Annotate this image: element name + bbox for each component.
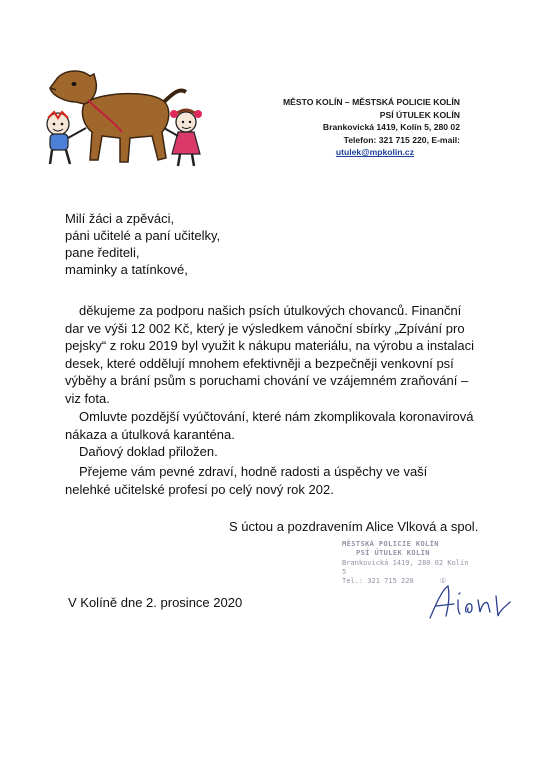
- letterhead-phone: Telefon: 321 715 220, E-mail:: [343, 134, 460, 145]
- paragraph-donation-text: děkujeme za podporu našich psích útulkových chovanců. Finanční dar ve výši 12 002 Kč, který je výsledkem vánoční sbírky „Zpívání pro pejsky“ z roku 2019 byl využit k nákupu materiálu, na výrobu a instalaci desek, které oddělují mnohem efektivněji a bezpečněji venkovní psí výběhy a brání psům s poruchami chování ve vzájemném zraňování – viz fota.: [65, 303, 474, 406]
- dog-head: [50, 71, 96, 104]
- email-link[interactable]: utulek@mpkolin.cz: [335, 147, 414, 158]
- signoff: S úctou a pozdravením Alice Vlková a spol.: [229, 519, 479, 534]
- letterhead-line1: MĚSTO KOLÍN – MĚSTSKÁ POLICIE KOLÍN: [283, 97, 460, 107]
- stamp-phone: Tel.: 321 715 220 ①: [342, 577, 447, 586]
- stamp-address: Brankovická 1419, 280 02 Kolín 5: [342, 558, 469, 576]
- stamp-number: ①: [439, 577, 447, 586]
- stamp-line1: MĚSTSKÁ POLICIE KOLÍN: [342, 540, 439, 548]
- salutation-line: pane řediteli,: [65, 245, 140, 260]
- salutation-line: maminky a tatínkové,: [65, 262, 188, 277]
- letterhead-address: Brankovická 1419, Kolín 5, 280 02: [322, 122, 460, 133]
- stamp-line2: PSÍ ÚTULEK KOLÍN: [356, 549, 430, 558]
- letterhead-line2: PSÍ ÚTULEK KOLÍN: [379, 109, 460, 120]
- salutation-line: Milí žáci a zpěváci,: [65, 211, 175, 226]
- tax-document-note: Daňový doklad přiložen.: [79, 444, 218, 459]
- salutation-block: [65, 210, 220, 278]
- dog-body: [82, 94, 168, 162]
- paragraph-wishes-text: Přejeme vám pevné zdraví, hodně radosti a úspěchy ve vaší nelehké učitelské profesi po celý nový rok 202.: [65, 464, 428, 497]
- paragraph-apology-text: Omluvte pozdější vyúčtování, které nám zkomplikovala koronavirová nákaza a útulková karanténa.: [65, 409, 474, 442]
- boy-shirt: [50, 134, 68, 150]
- place-and-date: V Kolíně dne 2. prosince 2020: [68, 595, 243, 610]
- handwritten-signature: [424, 582, 514, 622]
- shelter-logo-illustration: [40, 62, 210, 172]
- paragraph-apology: [65, 408, 475, 461]
- official-stamp: [342, 540, 470, 586]
- paragraph-wishes: [65, 463, 475, 498]
- letterhead: [220, 96, 460, 159]
- paragraph-donation: [65, 302, 475, 407]
- salutation-line: páni učitelé a paní učitelky,: [65, 228, 221, 243]
